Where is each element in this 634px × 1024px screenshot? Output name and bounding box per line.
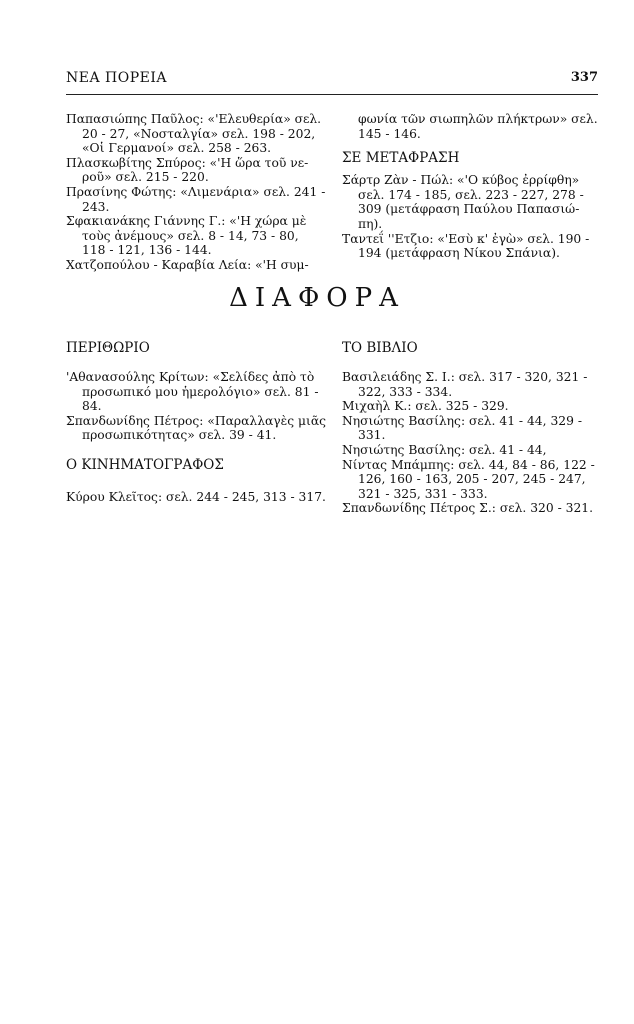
section-heading-margin: ΠΕΡΙΘΩΡΙΟ [66,340,150,356]
entry-line: 118 - 121, 136 - 144. [82,243,212,258]
entry-line: 331. [358,428,386,443]
entry-line: Σπανδωνίδης Πέτρος Σ.: σελ. 320 - 321. [342,501,594,516]
entry-line: Νίντας Μπάμπης: σελ. 44, 84 - 86, 122 - [342,457,595,472]
top-left-column [66,112,326,273]
page-number: 337 [570,70,598,85]
section-heading-translation: ΣΕ ΜΕΤΑΦΡΑΣΗ [342,150,460,167]
entry-line: Πρασίνης Φώτης: «Λιμενάρια» σελ. 241 - [66,184,326,199]
entry-line: 243. [82,199,110,214]
entry-line: 20 - 27, «Νοσταλγία» σελ. 198 - 202, [82,126,316,141]
entry-line: προσωπικότητας» σελ. 39 - 41. [82,428,277,443]
entry-line: 322, 333 - 334. [358,384,453,399]
entry-line: 'Αθανασούλης Κρίτων: «Σελίδες ἀπὸ τὸ [66,370,315,384]
entry-line: «Οἱ Γερμανοί» σελ. 258 - 263. [82,141,272,156]
index-entry [342,399,596,414]
index-entry [342,173,596,231]
top-right-column [342,112,596,261]
entry-line: ροῦ» σελ. 215 - 220. [82,170,209,185]
index-entry [342,443,596,458]
entry-line: Μιχαὴλ Κ.: σελ. 325 - 329. [342,399,509,414]
index-entry [342,458,596,502]
entry-line: 321 - 325, 331 - 333. [358,486,488,501]
entry-line: Βασιλειάδης Σ. Ι.: σελ. 317 - 320, 321 - [342,370,588,384]
entry-line: 126, 160 - 163, 205 - 207, 245 - 247, [358,472,586,487]
section-title: ΔΙΑΦΟΡΑ [229,283,405,313]
index-entry-continued [342,112,596,141]
journal-title: ΝΕΑ ΠΟΡΕΙΑ [66,70,167,86]
section-heading-cinema: Ο ΚΙΝΗΜΑΤΟΓΡΑΦΟΣ [66,456,224,473]
index-entry [66,214,320,258]
entry-line: Σφακιανάκης Γιάννης Γ.: «'Η χώρα μὲ [66,214,307,229]
index-entry [66,156,320,185]
entry-line: Χατζοπούλου - Καραβία Λεία: «'Η συμ- [66,257,309,272]
index-entry [342,370,596,399]
entry-line: Νησιώτης Βασίλης: σελ. 41 - 44, 329 - [342,413,582,428]
entry-line: Σάρτρ Ζὰν - Πώλ: «'Ο κύβος ἐρρίφθη» [342,173,580,188]
entry-line: 194 (μετάφραση Νίκου Σπάνια). [358,246,560,261]
section-heading-book: ΤΟ ΒΙΒΛΙΟ [342,340,418,356]
index-entry [342,414,596,443]
index-entry [66,413,327,443]
header-rule [66,94,598,95]
entry-line: 309 (μετάφραση Παύλου Παπασιώ- [358,202,580,217]
entry-line: Ταντεΐ ''Ετζιο: «'Εσὺ κ' ἐγὼ» σελ. 190 - [342,231,590,246]
index-entry [66,370,320,414]
entry-line: Πλασκωβίτης Σπύρος: «'Η ὥρα τοῦ νε- [66,155,309,170]
entry-line: πη). [358,216,383,231]
entry-line: φωνία τῶν σιωπηλῶν πλήκτρων» σελ. [358,112,598,126]
bottom-right-column [342,340,596,516]
entry-line: Παπασιώπης Παῦλος: «'Ελευθερία» σελ. [66,112,322,126]
index-entry [342,501,596,516]
entry-line: Σπανδωνίδης Πέτρος: «Παραλλαγὲς μιᾶς [66,413,327,428]
index-entry [66,112,320,156]
running-header [66,70,598,90]
entry-line: 84. [82,399,102,414]
index-entry [66,184,326,214]
entry-line: Κύρου Κλεῖτος: σελ. 244 - 245, 313 - 317. [66,489,326,504]
entry-line: τοὺς ἀνέμους» σελ. 8 - 14, 73 - 80, [82,228,299,243]
entry-line: προσωπικό μου ἡμερολόγιο» σελ. 81 - [82,384,319,399]
index-entry [342,232,596,261]
entry-line: σελ. 174 - 185, σελ. 223 - 227, 278 - [358,187,584,202]
entry-line: Νησιώτης Βασίλης: σελ. 41 - 44, [342,442,547,457]
index-entry [66,489,326,505]
bottom-left-column [66,340,327,505]
index-entry [66,258,320,273]
entry-line: 145 - 146. [358,126,421,141]
